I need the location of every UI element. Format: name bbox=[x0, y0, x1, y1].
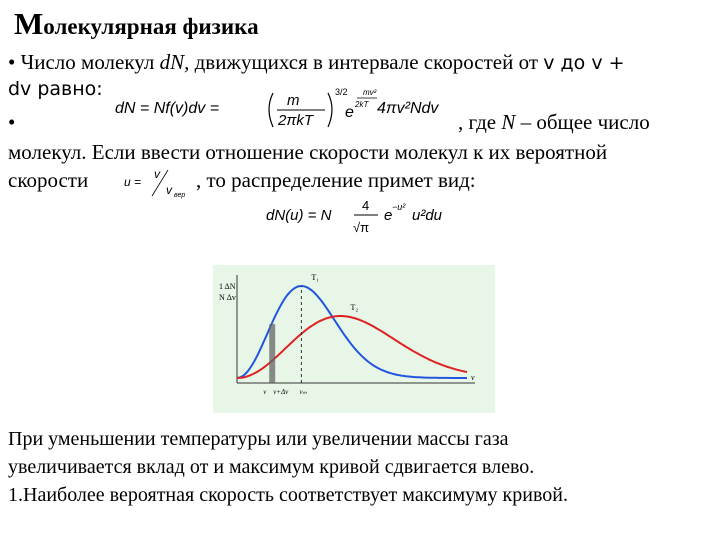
text-line-5-right: , то распределение примет вид: bbox=[196, 168, 476, 192]
text-line-2: dv равно: bbox=[8, 78, 103, 100]
formula-u bbox=[120, 166, 192, 200]
title-first-letter: М bbox=[14, 6, 44, 41]
f1-e: e bbox=[345, 104, 354, 121]
f1-exp-den: 2kT bbox=[355, 100, 369, 109]
formula-maxwell bbox=[115, 85, 455, 135]
bottom-line-1: При уменьшении температуры или увеличении массы газа bbox=[8, 428, 509, 450]
f1-exp-num: mv² bbox=[363, 88, 377, 97]
line3-tail: , где bbox=[458, 110, 497, 134]
line3-N: N bbox=[501, 110, 516, 134]
interval-strip bbox=[269, 324, 275, 383]
line1-dN: dN, bbox=[159, 50, 190, 74]
f1-power: 3/2 bbox=[335, 87, 348, 97]
formula-u-svg bbox=[120, 166, 192, 200]
f1-frac-num: m bbox=[287, 92, 300, 109]
line1-suffix: движущихся в интервале скоростей от bbox=[189, 50, 538, 74]
f2-den-sub: вер bbox=[174, 192, 186, 199]
bottom-line-2: увеличивается вклад от и максимум кривой сдвигается влево. bbox=[8, 456, 535, 478]
f2-num: v bbox=[154, 167, 160, 181]
f2-u: u = bbox=[124, 175, 142, 189]
f3-num: 4 bbox=[362, 198, 370, 213]
f1-lhs: dN = Nf(v)dv = bbox=[115, 100, 220, 117]
tick-label: v+Δv bbox=[273, 388, 289, 396]
text-line-5-left: скорости bbox=[8, 168, 89, 192]
y-axis-label-line: 1 ΔN bbox=[219, 282, 236, 291]
curve-label-2: T₂ bbox=[350, 303, 359, 312]
formula-reduced-svg bbox=[266, 196, 466, 242]
tick-label: v bbox=[263, 388, 267, 396]
f3-exp: −u² bbox=[392, 202, 406, 212]
y-axis-label-line: N Δv bbox=[219, 293, 236, 302]
f1-paren-left bbox=[269, 93, 273, 127]
f1-frac-den: 2πkT bbox=[278, 112, 314, 129]
title-rest: олекулярная физика bbox=[43, 14, 259, 39]
f3-e: e bbox=[384, 207, 393, 224]
tick-label: vₘ bbox=[299, 388, 307, 396]
f3-den: √π bbox=[353, 220, 370, 235]
text-line-1 bbox=[8, 50, 625, 75]
maxwell-distribution-chart bbox=[213, 265, 495, 413]
text-line-3-tail bbox=[458, 110, 650, 135]
text-line-4: молекул. Если ввести отношение скорости молекул к их вероятной bbox=[8, 140, 608, 164]
formula-reduced bbox=[266, 196, 466, 242]
chart-svg bbox=[213, 265, 495, 413]
formula-maxwell-svg bbox=[115, 85, 455, 135]
f1-tail: 4πv²Ndv bbox=[377, 100, 439, 117]
f2-den: v bbox=[166, 183, 172, 197]
line1-prefix: • Число молекул bbox=[8, 50, 160, 74]
line3-rest: – общее число bbox=[520, 110, 650, 134]
line1-v: v до v + bbox=[543, 52, 625, 74]
bottom-line-3: 1.Наиболее вероятная скорость соответствует максимуму кривой. bbox=[8, 484, 568, 506]
curve-label-1: T₁ bbox=[311, 273, 320, 282]
x-axis-label: v bbox=[471, 373, 475, 382]
f3-lhs: dN(u) = N bbox=[266, 207, 332, 224]
text-line-3-bullet: • bbox=[8, 110, 16, 134]
slide-title bbox=[14, 6, 259, 42]
f1-paren-right bbox=[328, 93, 332, 127]
f3-tail: u²du bbox=[412, 207, 443, 224]
